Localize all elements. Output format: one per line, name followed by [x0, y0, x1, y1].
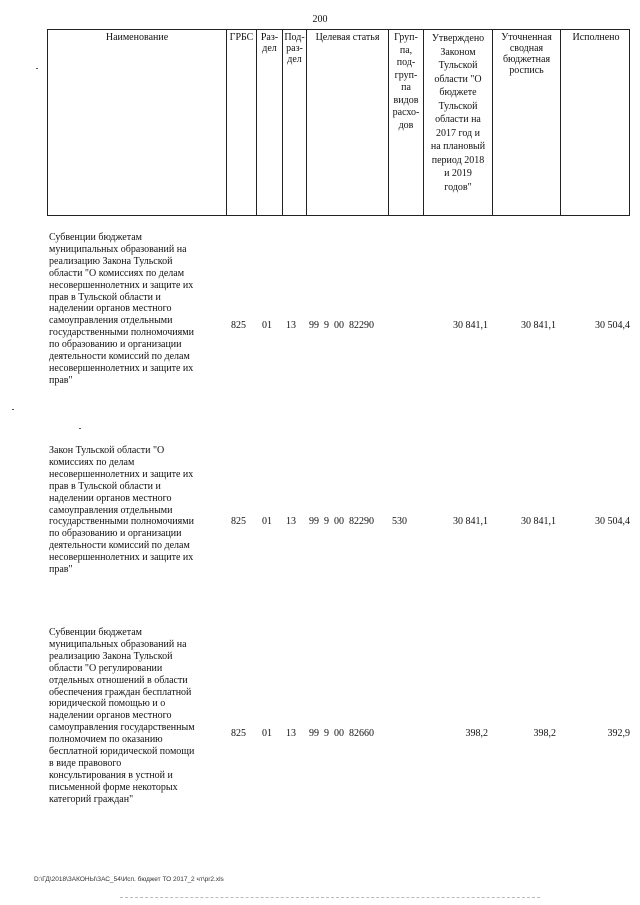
header-podrazdel-line: дел: [287, 54, 302, 65]
header-name-text: Наименование: [105, 32, 169, 43]
footer-file-path: D:\ГД\2018\ЗАКОНЫ\ЗАС_54\Исп. бюджет ТО 2017_2 чт\pr2.xls: [34, 876, 224, 883]
row-name-line: несовершеннолетних и защите их: [49, 279, 194, 291]
row-approved: 398,2: [465, 728, 488, 739]
row-name-line: бесплатной юридической помощи: [49, 746, 195, 758]
row-razdel: 01: [262, 320, 272, 331]
row-name-line: прав в Тульской области и: [49, 291, 161, 303]
header-grbs-text: ГРБС: [229, 32, 254, 43]
row-name-line: государственными полномочиями: [49, 327, 194, 339]
row-executed: 392,9: [607, 728, 630, 739]
row-name-line: по образованию и организации: [49, 528, 182, 540]
row-name-line: самоуправления отдельными: [49, 315, 173, 327]
row-name-line: муниципальных образований на: [49, 243, 187, 255]
row-name-line: отдельных отношений в области: [49, 674, 188, 686]
row-name: [49, 627, 229, 806]
row-grbs: 825: [231, 320, 246, 331]
row-executed: 30 504,4: [595, 516, 630, 527]
row-name-line: в виде правового: [49, 757, 122, 769]
scan-speck: [12, 409, 14, 410]
row-name: [49, 232, 229, 387]
header-approved-line: бюджете: [439, 87, 477, 98]
header-refined: [492, 30, 560, 215]
row-name-line: Субвенции бюджетам: [49, 232, 142, 243]
row-name-line: наделении органов местного: [49, 492, 172, 504]
row-name-line: реализацию Закона Тульской: [49, 255, 173, 267]
header-podrazdel: [282, 30, 306, 215]
row-podrazdel: 13: [286, 320, 296, 331]
row-name-line: государственными полномочиями: [49, 516, 194, 528]
header-group-line: видов: [393, 94, 419, 106]
header-approved-line: Тульской: [438, 100, 478, 112]
row-name-line: Закон Тульской области "О: [49, 445, 165, 456]
header-approved-line: Законом: [440, 46, 476, 58]
header-group-line: па,: [399, 44, 413, 56]
row-name-line: деятельности комиссий по делам: [49, 540, 190, 552]
row-executed: 30 504,4: [595, 320, 630, 331]
header-refined-line: Уточненная: [501, 32, 552, 43]
header-executed-text: Исполнено: [572, 32, 620, 43]
footer-rule: [120, 897, 540, 899]
row-group: 530: [392, 516, 407, 527]
header-podrazdel-line: Под-: [284, 32, 305, 43]
row-podrazdel: 13: [286, 516, 296, 527]
row-razdel: 01: [262, 728, 272, 739]
row-name-line: прав в Тульской области и: [49, 480, 161, 492]
row-target: 99 9 00 82290: [309, 516, 374, 527]
row-name-line: полномочием по оказанию: [49, 734, 163, 746]
row-razdel: 01: [262, 516, 272, 527]
header-refined-line: сводная: [509, 43, 544, 54]
header-target-text: Целевая статья: [315, 32, 380, 43]
row-name-line: категорий граждан": [49, 793, 134, 805]
header-refined-line: бюджетная: [502, 54, 551, 65]
row-name-line: Субвенции бюджетам: [49, 627, 142, 638]
row-podrazdel: 13: [286, 728, 296, 739]
row-refined: 30 841,1: [521, 320, 556, 331]
row-name-line: прав": [49, 564, 73, 576]
header-approved: [423, 30, 492, 215]
row-name-line: реализацию Закона Тульской: [49, 650, 173, 662]
header-group-line: груп-: [394, 69, 418, 81]
row-name-line: комиссиях по делам: [49, 456, 135, 468]
row-name-line: несовершеннолетних и защите их: [49, 362, 194, 374]
header-group-line: расхо-: [392, 107, 420, 118]
header-approved-line: годов": [444, 181, 472, 193]
row-name-line: консультирования в устной и: [49, 769, 173, 781]
header-approved-line: области "О: [434, 73, 482, 85]
row-name-line: обеспечения граждан бесплатной: [49, 686, 192, 698]
header-podrazdel-line: раз-: [286, 43, 303, 54]
row-target: 99 9 00 82290: [309, 320, 374, 331]
row-grbs: 825: [231, 728, 246, 739]
row-approved: 30 841,1: [453, 320, 488, 331]
header-approved-line: 2017 год и: [435, 127, 480, 139]
row-name-line: самоуправления государственным: [49, 722, 195, 734]
header-target: [306, 30, 388, 215]
row-name-line: деятельности комиссий по делам: [49, 351, 190, 363]
header-group-line: па: [401, 82, 411, 93]
header-approved-line: области на: [435, 114, 481, 125]
row-name-line: несовершеннолетних и защите их: [49, 552, 194, 564]
row-name-line: области "О регулировании: [49, 662, 163, 674]
row-name-line: несовершеннолетних и защите их: [49, 468, 194, 480]
header-group-line: Груп-: [394, 32, 418, 43]
scan-speck: [36, 68, 38, 69]
row-name-line: наделении органов местного: [49, 303, 172, 315]
header-refined-line: роспись: [509, 65, 544, 76]
row-name-line: муниципальных образований на: [49, 638, 187, 650]
header-executed: [560, 30, 631, 215]
row-target: 99 9 00 82660: [309, 728, 374, 739]
row-name-line: юридической помощью и о: [49, 698, 166, 710]
table-header: [47, 29, 630, 216]
header-razdel-line: дел: [262, 43, 277, 54]
header-razdel: [256, 30, 282, 215]
header-approved-line: и 2019: [444, 168, 472, 179]
scan-speck: [79, 428, 81, 429]
row-name-line: самоуправления отдельными: [49, 504, 173, 516]
header-grbs: [226, 30, 256, 215]
header-group-line: дов: [398, 119, 414, 131]
row-name-line: по образованию и организации: [49, 339, 182, 351]
header-group: [388, 30, 423, 215]
row-name-line: прав": [49, 374, 73, 386]
row-approved: 30 841,1: [453, 516, 488, 527]
row-name-line: письменной форме некоторых: [49, 781, 178, 793]
row-refined: 398,2: [533, 728, 556, 739]
header-approved-line: Тульской: [438, 60, 478, 71]
header-approved-line: период 2018: [431, 154, 485, 166]
header-name: [48, 30, 226, 215]
header-razdel-line: Раз-: [260, 32, 279, 43]
row-name-line: области "О комиссиях по делам: [49, 267, 185, 279]
row-refined: 30 841,1: [521, 516, 556, 527]
row-name-line: наделении органов местного: [49, 710, 172, 722]
header-group-line: под-: [396, 57, 416, 68]
page-number: 200: [312, 14, 328, 25]
header-approved-line: на плановый: [430, 141, 486, 152]
header-approved-line: Утверждено: [431, 33, 485, 44]
row-name: [49, 445, 229, 576]
row-grbs: 825: [231, 516, 246, 527]
